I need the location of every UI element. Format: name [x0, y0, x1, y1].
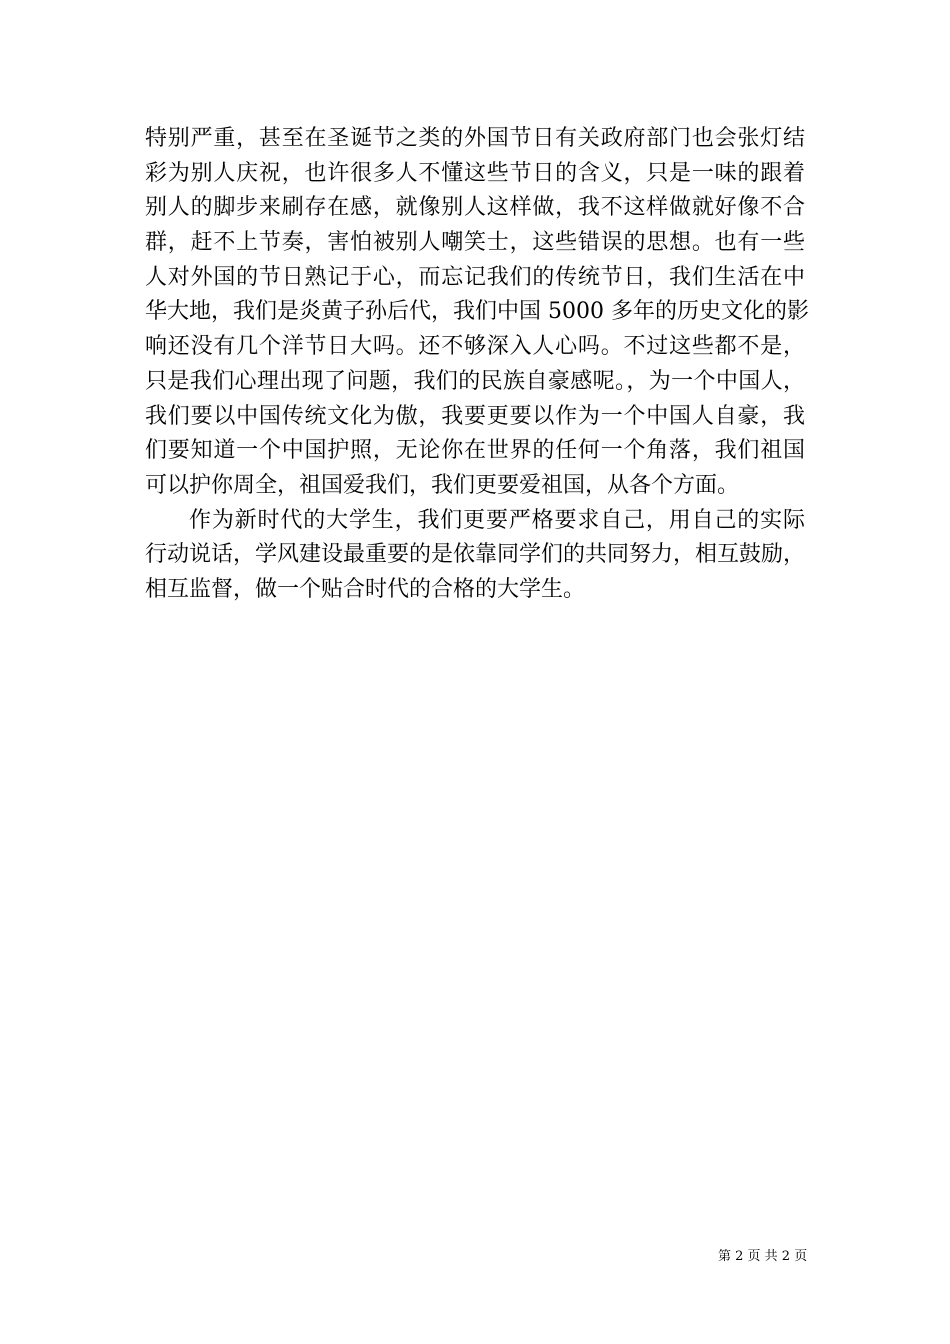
text-line: 作为新时代的大学生，我们更要严格要求自己，用自己的实际	[189, 507, 805, 533]
text-line: 彩为别人庆祝，也许很多人不懂这些节日的含义，只是一味的跟着	[145, 160, 805, 186]
document-body	[145, 122, 809, 608]
page-number: 第 2 页 共 2 页	[718, 1249, 808, 1264]
paragraph-1	[145, 122, 809, 504]
paragraph-2	[145, 504, 805, 608]
text-line: 只是我们心理出现了问题，我们的民族自豪感呢。，为一个中国人，	[145, 368, 805, 394]
text-line: 我们要以中国传统文化为傲，我要更要以作为一个中国人自豪，我	[145, 403, 805, 429]
text-line: 华大地，我们是炎黄子孙后代，我们中国 5000 多年的历史文化的影	[145, 299, 809, 325]
text-line: 们要知道一个中国护照，无论你在世界的任何一个角落，我们祖国	[145, 438, 805, 464]
text-line: 相互监督，做一个贴合时代的合格的大学生。	[145, 576, 586, 602]
text-line: 人对外国的节日熟记于心，而忘记我们的传统节日，我们生活在中	[145, 264, 805, 290]
text-line: 可以护你周全，祖国爱我们，我们更要爱祖国，从各个方面。	[145, 472, 740, 498]
text-line: 响还没有几个洋节日大吗。还不够深入人心吗。不过这些都不是，	[145, 334, 805, 360]
text-line: 群，赶不上节奏，害怕被别人嘲笑士，这些错误的思想。也有一些	[145, 230, 805, 256]
text-line: 行动说话，学风建设最重要的是依靠同学们的共同努力，相互鼓励，	[145, 542, 806, 568]
text-line: 特别严重，甚至在圣诞节之类的外国节日有关政府部门也会张灯结	[145, 126, 805, 151]
text-line: 别人的脚步来刷存在感，就像别人这样做，我不这样做就好像不合	[145, 195, 805, 221]
